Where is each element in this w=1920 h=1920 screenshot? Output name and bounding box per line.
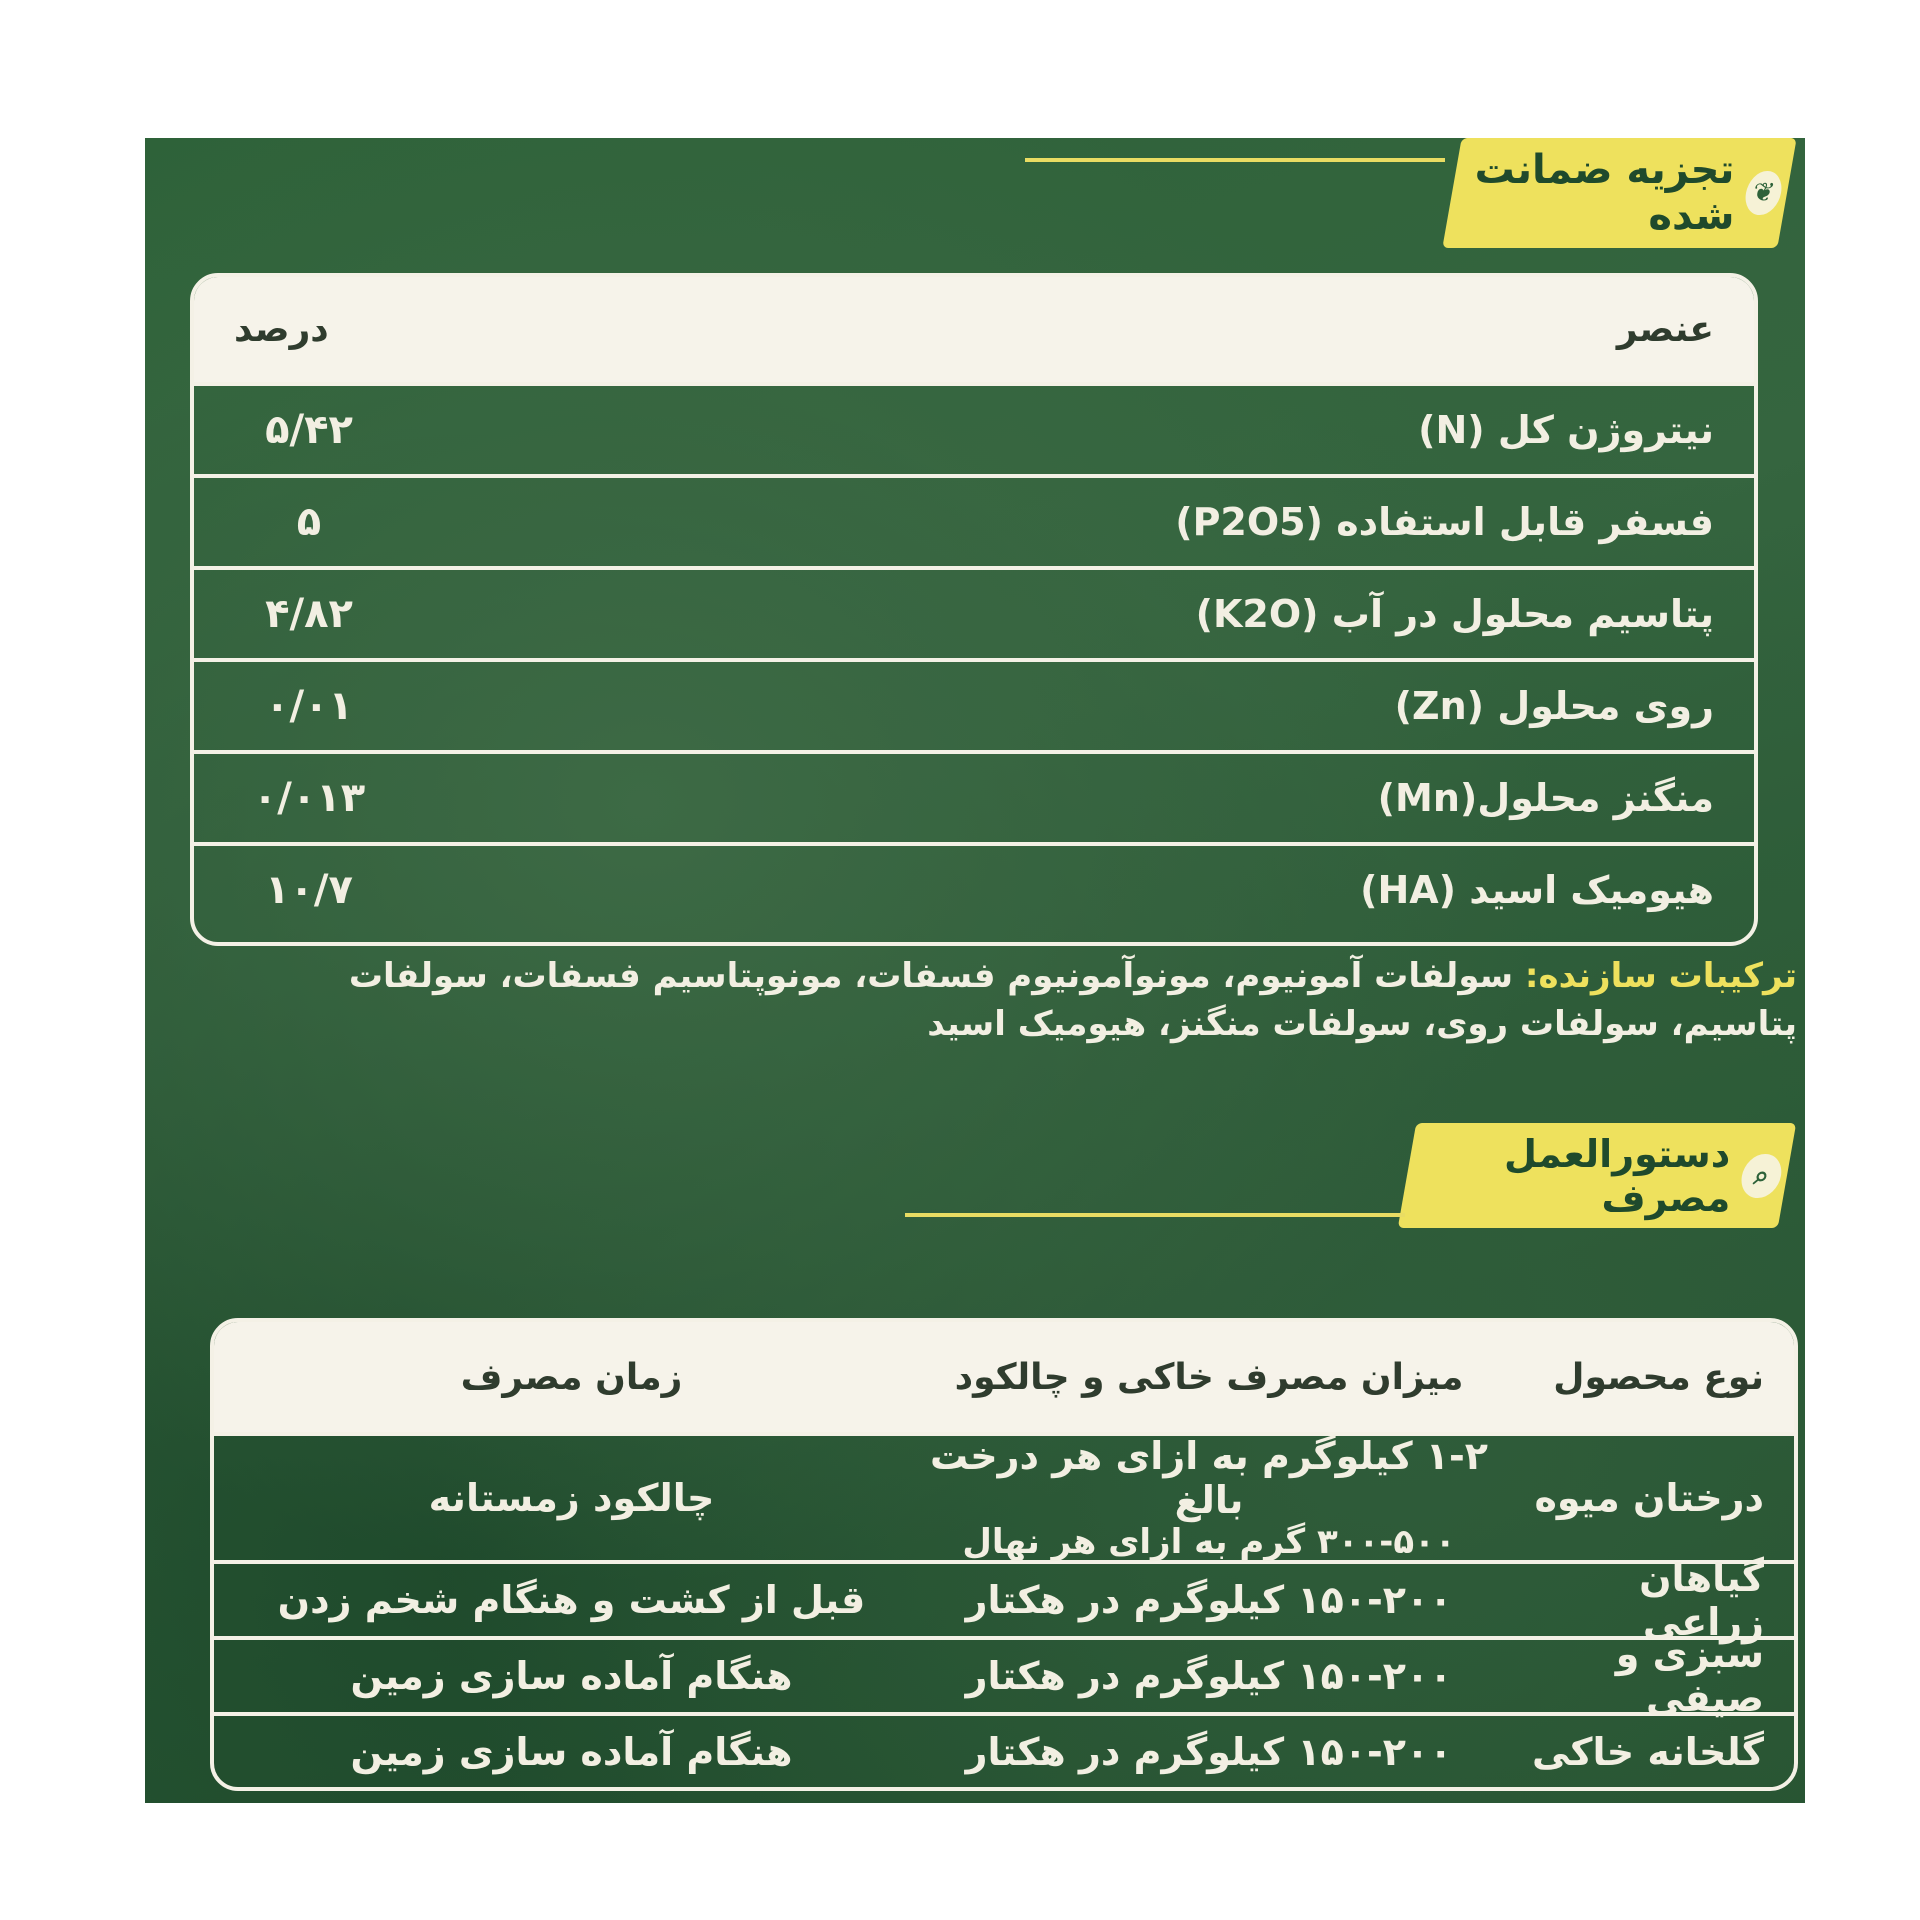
element-percent: ۰/۰۱ bbox=[265, 683, 353, 729]
analysis-table bbox=[190, 273, 1758, 946]
header-time: زمان مصرف bbox=[460, 1356, 683, 1398]
composition-label: ترکیبات سازنده: bbox=[1524, 956, 1797, 996]
magnifier-icon: ⌕ bbox=[1738, 1154, 1784, 1198]
header-product: نوع محصول bbox=[1553, 1356, 1764, 1398]
usage-amount: ۱۵۰-۲۰۰ کیلوگرم در هکتار bbox=[965, 1730, 1453, 1774]
usage-table bbox=[210, 1318, 1798, 1791]
usage-time: چالکود زمستانه bbox=[428, 1476, 715, 1520]
analysis-table-header bbox=[194, 277, 1754, 382]
table-row bbox=[214, 1556, 1794, 1644]
element-name: هیومیک اسید (HA) bbox=[1360, 868, 1714, 912]
guaranteed-analysis-title: تجزیه ضمانت شده bbox=[1474, 147, 1735, 239]
product-name: سبزی و صیفی bbox=[1615, 1632, 1764, 1720]
element-name: روی محلول (Zn) bbox=[1394, 684, 1714, 728]
composition-ingredients: سولفات آمونیوم، مونوآمونیوم فسفات، مونوپتاسیم فسفات، سولفات پتاسیم، سولفات روی، سولفات منگنز، هیومیک اسید bbox=[348, 956, 1797, 1044]
header-percent: درصد bbox=[234, 309, 329, 350]
title-underline bbox=[1025, 158, 1445, 162]
title-underline bbox=[905, 1213, 1405, 1217]
usage-time: هنگام آماده سازی زمین bbox=[350, 1654, 793, 1698]
element-percent: ۵ bbox=[296, 499, 322, 545]
product-name: گیاهان زراعی bbox=[1639, 1556, 1764, 1644]
usage-amount: ۱۵۰-۲۰۰ کیلوگرم در هکتار bbox=[965, 1654, 1453, 1698]
product-name: درختان میوه bbox=[1534, 1476, 1764, 1520]
usage-time: هنگام آماده سازی زمین bbox=[350, 1730, 793, 1774]
table-row bbox=[194, 658, 1754, 750]
usage-time: قبل از کشت و هنگام شخم زدن bbox=[277, 1578, 866, 1622]
header-amount: میزان مصرف خاکی و چالکود bbox=[954, 1356, 1464, 1398]
guaranteed-analysis-badge bbox=[1442, 138, 1796, 248]
element-percent: ۵/۴۲ bbox=[265, 407, 353, 453]
element-name: فسفر قابل استفاده (P2O5) bbox=[1175, 500, 1714, 544]
product-name: گلخانه خاکی bbox=[1531, 1730, 1764, 1774]
table-row bbox=[214, 1432, 1794, 1560]
table-row bbox=[214, 1712, 1794, 1788]
usage-table-header bbox=[214, 1322, 1794, 1432]
header-element: عنصر bbox=[1616, 309, 1714, 350]
table-row bbox=[214, 1632, 1794, 1720]
table-row bbox=[194, 750, 1754, 842]
element-name: نیتروژن کل (N) bbox=[1418, 408, 1714, 452]
fertilizer-bag-label bbox=[145, 138, 1805, 1803]
table-row bbox=[194, 474, 1754, 566]
leaf-icon: ❦ bbox=[1743, 171, 1785, 215]
table-row bbox=[194, 382, 1754, 474]
element-percent: ۱۰/۷ bbox=[265, 867, 353, 913]
element-percent: ۴/۸۲ bbox=[265, 591, 353, 637]
usage-instructions-badge bbox=[1398, 1123, 1797, 1228]
table-row bbox=[194, 842, 1754, 934]
element-name: پتاسیم محلول در آب (K2O) bbox=[1195, 592, 1714, 636]
usage-amount: ۱۵۰-۲۰۰ کیلوگرم در هکتار bbox=[965, 1578, 1453, 1622]
composition-text bbox=[237, 953, 1797, 1048]
usage-amount-line2: ۳۰۰-۵۰۰ گرم به ازای هر نهال bbox=[962, 1522, 1456, 1562]
usage-amount bbox=[899, 1434, 1519, 1562]
usage-instructions-title: دستورالعمل مصرف bbox=[1504, 1131, 1731, 1220]
element-name: منگنز محلول(Mn) bbox=[1377, 776, 1714, 820]
table-row bbox=[194, 566, 1754, 658]
usage-amount-line1: ۱-۲ کیلوگرم به ازای هر درخت بالغ bbox=[930, 1434, 1488, 1522]
element-percent: ۰/۰۱۳ bbox=[252, 775, 366, 821]
